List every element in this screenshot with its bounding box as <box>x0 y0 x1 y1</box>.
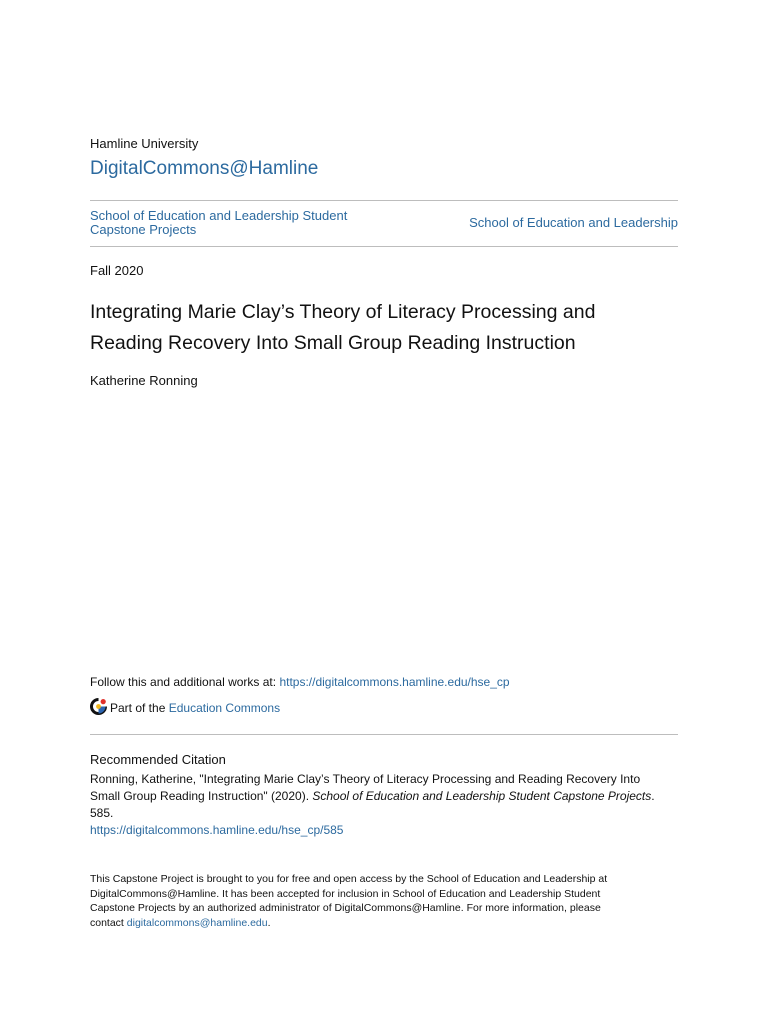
notice-line4-end: . <box>267 916 271 929</box>
citation-line1: Ronning, Katherine, "Integrating Marie Clay’s Theory of Literacy Processing and Reading Recovery Into <box>90 772 641 786</box>
document-title-line2: Reading Recovery Into Small Group Reading Instruction <box>90 332 576 354</box>
divider-top <box>90 200 678 201</box>
follow-url-link[interactable]: https://digitalcommons.hamline.edu/hse_cp <box>279 675 510 689</box>
series-link-capstone-line2: Capstone Projects <box>90 222 197 237</box>
repository-link[interactable]: DigitalCommons@Hamline <box>90 158 319 179</box>
institution-name: Hamline University <box>90 136 199 151</box>
document-title-line1: Integrating Marie Clay’s Theory of Literacy Processing and <box>90 301 596 323</box>
publication-date: Fall 2020 <box>90 263 144 278</box>
divider-series <box>90 246 678 247</box>
citation-text <box>90 771 678 822</box>
document-title <box>90 297 678 359</box>
citation-series-italic: School of Education and Leadership Student Capstone Projects <box>312 789 652 803</box>
follow-prefix: Follow this and additional works at: <box>90 675 280 689</box>
notice-line2: DigitalCommons@Hamline. It has been accepted for inclusion in School of Education and Leadership Student <box>90 887 601 900</box>
contact-email-link[interactable]: digitalcommons@hamline.edu <box>126 916 268 929</box>
notice-line4-prefix: contact <box>90 916 127 929</box>
series-link-school[interactable]: School of Education and Leadership <box>469 215 678 230</box>
citation-url-link[interactable]: https://digitalcommons.hamline.edu/hse_cp/585 <box>90 823 344 837</box>
series-row <box>90 209 678 239</box>
bepress-network-icon <box>90 698 110 718</box>
citation-line3: 585. <box>90 806 114 820</box>
series-link-capstone[interactable] <box>90 209 390 237</box>
notice-line3: Capstone Projects by an authorized administrator of DigitalCommons@Hamline. For more information, please <box>90 902 601 914</box>
notice-line1: This Capstone Project is brought to you for free and open access by the School of Education and Leadership at <box>90 873 608 885</box>
citation-line2-end: . <box>651 789 655 803</box>
divider-citation <box>90 734 678 735</box>
citation-line2: Small Group Reading Instruction" (2020). <box>90 789 313 803</box>
author-name: Katherine Ronning <box>90 373 198 388</box>
part-of-line <box>90 698 280 718</box>
part-of-prefix: Part of the <box>110 701 166 715</box>
series-link-capstone-line1: School of Education and Leadership Student <box>90 208 348 223</box>
access-notice <box>90 872 678 930</box>
recommended-citation-heading: Recommended Citation <box>90 752 226 767</box>
education-commons-link[interactable]: Education Commons <box>168 701 281 715</box>
follow-line <box>90 675 510 689</box>
